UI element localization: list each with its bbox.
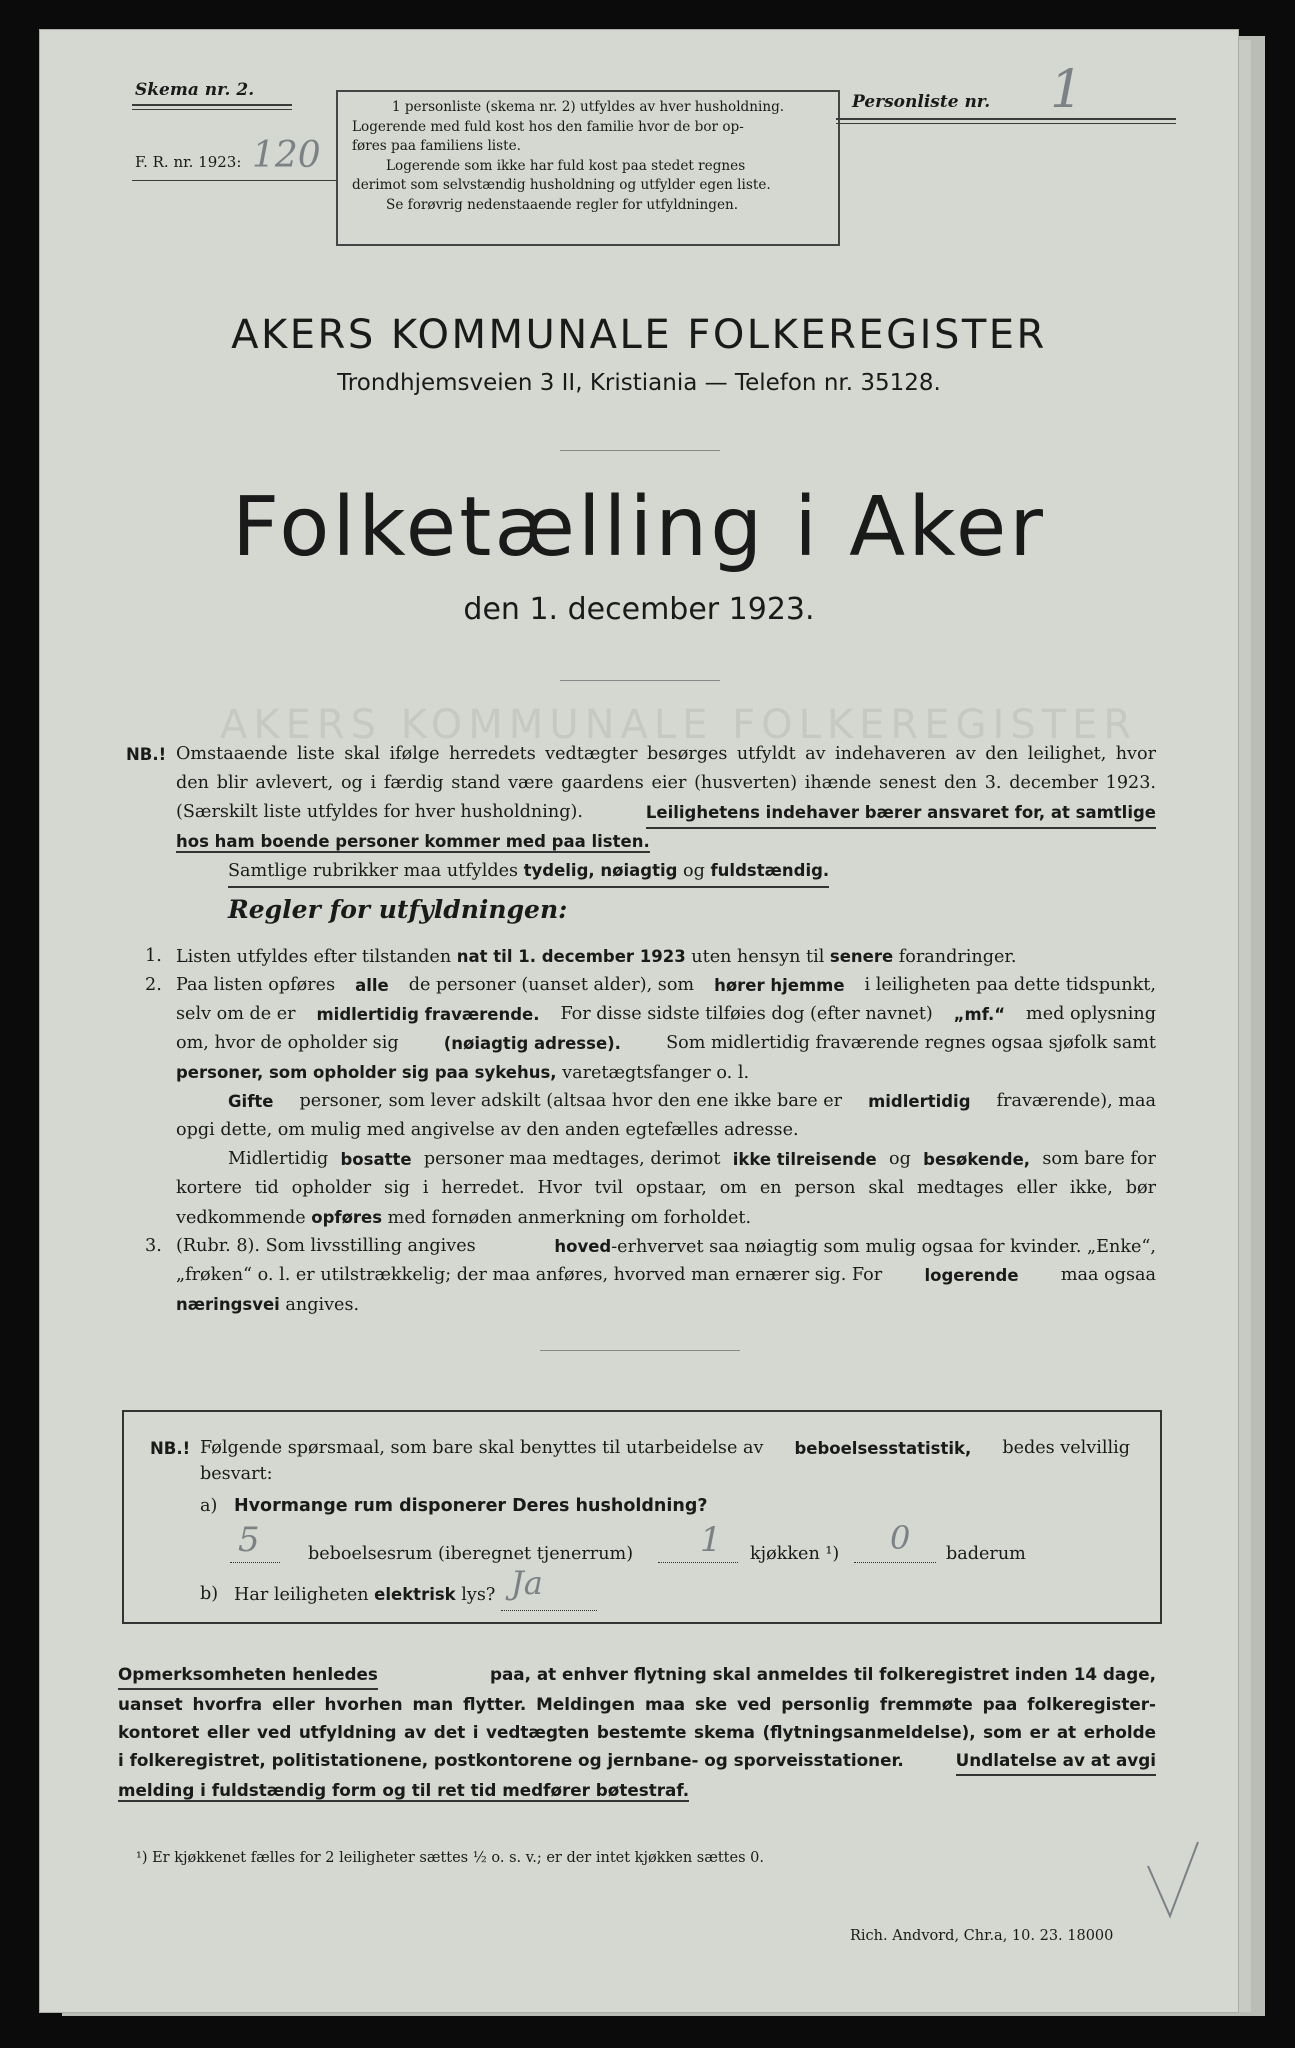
question-a-text: Hvormange rum disponerer Deres husholdning? xyxy=(234,1496,708,1516)
personliste-handwritten-number: 1 xyxy=(1050,60,1084,120)
nb1-line-2: den blir avlevert, og i færdig stand være gaardens eier (husverten) ihænde senest den 3. december 1923. xyxy=(176,773,1156,793)
rule-3-line-2 xyxy=(176,1261,1156,1290)
nb1-line-3b: Leilighetens indehaver bærer ansvaret for, at samtlige xyxy=(646,798,1156,829)
r2-l7c: personer maa medtages, derimot xyxy=(423,1149,721,1169)
r3-l2a: „frøken“ o. l. er utilstrækkelig; der maa anføres, hvorved man ernærer sig. For xyxy=(176,1265,883,1285)
r2-l4b: varetægtsfanger o. l. xyxy=(562,1063,750,1083)
notice-line-4 xyxy=(118,1746,1156,1776)
rule-1d: senere xyxy=(829,947,894,966)
r3-l2b: logerende xyxy=(924,1266,1019,1285)
r2-l5a: Gifte xyxy=(228,1092,274,1111)
nb1-label xyxy=(126,740,166,770)
box-line-4: Logerende som ikke har fuld kost paa stedet regnes xyxy=(386,157,746,174)
census-form-page xyxy=(40,30,1238,2012)
kitchen-label: kjøkken ¹) xyxy=(750,1544,840,1564)
question-a xyxy=(234,1492,708,1521)
r2-l2e: med oplysning xyxy=(1026,1004,1156,1024)
rule-3-num: 3. xyxy=(145,1236,162,1256)
r2-l1e: i leiligheten paa dette tidspunkt, xyxy=(864,975,1156,995)
instruction-box xyxy=(336,90,840,246)
nb1-line-5b: tydelig, nøiagtig xyxy=(523,861,678,880)
electric-value: Ja xyxy=(510,1564,543,1602)
nb2-l1c: bedes velvillig xyxy=(1002,1438,1130,1458)
r2-l9b: opføres xyxy=(311,1208,383,1227)
rule-3-line-3 xyxy=(176,1290,359,1320)
nb1-label-text: NB.! xyxy=(126,745,167,764)
rule-2-line-7 xyxy=(228,1145,1156,1174)
show-through-watermark: AKERS KOMMUNALE FOLKEREGISTER xyxy=(220,702,1138,748)
nb2-l1a: Følgende spørsmaal, som bare skal benyttes til utarbeidelse av xyxy=(200,1438,764,1458)
handwritten-check-mark xyxy=(1140,1836,1210,1926)
rooms-answer-row xyxy=(230,1519,1150,1566)
notice-line-1 xyxy=(118,1660,1156,1690)
r2-l3c: Som midlertidig fraværende regnes ogsaa sjøfolk samt xyxy=(666,1033,1156,1053)
question-b-label: b) xyxy=(200,1584,219,1604)
r3-l1a: (Rubr. 8). Som livsstilling angives xyxy=(176,1236,476,1256)
rule-2-line-6: opgi dette, om mulig med angivelse av den anden egtefælles adresse. xyxy=(176,1120,799,1140)
r3-l1c: -erhvervet saa nøiagtig som mulig ogsaa for kvinder. „Enke“, xyxy=(611,1237,1156,1257)
qb-a: Har leiligheten xyxy=(234,1585,369,1605)
nb1-line-4-text: hos ham boende personer kommer med paa listen. xyxy=(176,832,650,851)
rule-1a: Listen utfyldes efter tilstanden xyxy=(176,947,452,967)
rule-2-line-5 xyxy=(228,1087,1156,1116)
bath-value: 0 xyxy=(890,1519,911,1557)
r2-l3a: om, hvor de opholder sig xyxy=(176,1033,399,1053)
personliste-underline xyxy=(836,118,1176,120)
divider-1 xyxy=(560,450,720,451)
divider-2 xyxy=(560,680,720,681)
r2-l7b: bosatte xyxy=(340,1150,412,1169)
r2-l5c: midlertidig xyxy=(868,1092,971,1111)
notice-l5: melding i fuldstændig form og til ret tid medfører bøtestraf. xyxy=(118,1780,690,1800)
r2-l9a: vedkommende xyxy=(176,1208,306,1228)
nb2-line-1 xyxy=(200,1434,1130,1463)
r2-l1b: alle xyxy=(355,976,389,995)
personliste-underline-2 xyxy=(836,123,1176,124)
r2-l2a: selv om de er xyxy=(176,1004,296,1024)
nb1-line-4 xyxy=(176,827,650,857)
fr-underline xyxy=(132,180,336,181)
nb1-line-3a: (Særskilt liste utfyldes for hver husholdning). xyxy=(176,802,583,822)
notice-line-2: uanset hvorfra eller hvorhen man flytter. Meldingen maa ske ved personlig fremmøte paa folkeregister- xyxy=(118,1694,1156,1714)
date-line: den 1. december 1923. xyxy=(463,592,815,627)
footnote: ¹) Er kjøkkenet fælles for 2 leiligheter sættes ½ o. s. v.; er der intet kjøkken sættes 0. xyxy=(136,1850,764,1866)
rule-2-line-3 xyxy=(176,1029,1156,1058)
rule-1c: uten hensyn til xyxy=(691,947,825,967)
r3-l3a: næringsvei xyxy=(176,1295,280,1314)
nb1-line-1: Omstaaende liste skal ifølge herredets vedtægter besørges utfyldt av indehaveren av den leilighet, hvor xyxy=(176,744,1156,764)
moving-notice xyxy=(118,1660,1156,1804)
r2-l7a: Midlertidig xyxy=(228,1149,329,1169)
notice-l1b: paa, at enhver flytning skal anmeldes til folkeregistret inden 14 dage, xyxy=(489,1664,1156,1684)
skema-underline-2 xyxy=(132,109,292,110)
r2-l2c: For disse sidste tilføies dog (efter navnet) xyxy=(560,1004,933,1024)
r2-l1c: de personer (uanset alder), som xyxy=(408,975,695,995)
notice-l1a: Opmerksomheten henledes xyxy=(118,1660,378,1690)
qb-c: lys? xyxy=(461,1585,496,1605)
skema-underline xyxy=(132,104,292,106)
nb1-line-5d: fuldstændig. xyxy=(710,861,830,880)
r2-l5b: personer, som lever adskilt (altsaa hvor den ene ikke bare er xyxy=(299,1091,843,1111)
question-a-label: a) xyxy=(200,1496,218,1516)
r2-l7d: ikke tilreisende xyxy=(732,1150,877,1169)
housing-statistics-box xyxy=(122,1410,1162,1624)
r2-l5d: fraværende), maa xyxy=(996,1091,1156,1111)
r2-l4a: personer, som opholder sig paa sykehus, xyxy=(176,1063,557,1082)
rule-1-num: 1. xyxy=(145,946,162,966)
r2-l2b: midlertidig fraværende. xyxy=(316,1005,540,1024)
qb-b: elektrisk xyxy=(374,1585,456,1604)
box-line-6: Se forøvrig nedenstaaende regler for utfyldningen. xyxy=(386,196,739,213)
rules-title: Regler for utfyldningen: xyxy=(228,895,568,924)
box-line-2: Logerende med fuld kost hos den familie hvor de bor op- xyxy=(352,118,744,135)
rule-2-line-8: kortere tid opholder sig i herredet. Hvor tvil opstaar, om en person skal medtages eller ikke, bør xyxy=(176,1178,1156,1198)
nb1-line-5 xyxy=(228,856,829,888)
rule-1 xyxy=(176,942,1017,972)
org-heading: AKERS KOMMUNALE FOLKEREGISTER xyxy=(231,312,1047,358)
main-title: Folketælling i Aker xyxy=(232,480,1046,575)
r2-l7e: og xyxy=(889,1149,911,1169)
notice-l4a: i folkeregistret, politistationene, postkontorene og jernbane- og sporveisstationer. xyxy=(118,1750,904,1770)
r3-l1b: hoved xyxy=(554,1237,612,1256)
fr-label: F. R. nr. 1923: xyxy=(135,153,242,171)
rule-3-line-1 xyxy=(176,1232,1156,1262)
address-line: Trondhjemsveien 3 II, Kristiania — Telefon nr. 35128. xyxy=(337,370,941,396)
rule-1e: forandringer. xyxy=(898,947,1017,967)
notice-line-5 xyxy=(118,1776,1156,1804)
printer-imprint: Rich. Andvord, Chr.a, 10. 23. 18000 xyxy=(850,1928,1114,1944)
r2-l1a: Paa listen opføres xyxy=(176,975,336,995)
kitchen-field xyxy=(658,1540,738,1563)
box-line-3: føres paa familiens liste. xyxy=(352,138,521,154)
divider-3 xyxy=(540,1350,740,1351)
electric-field xyxy=(501,1564,597,1611)
box-line-1: 1 personliste (skema nr. 2) utfyldes av hver husholdning. xyxy=(391,99,785,115)
skema-label: Skema nr. 2. xyxy=(135,80,255,100)
fr-handwritten-number: 120 xyxy=(252,135,321,176)
box-line-5: derimot som selvstændig husholdning og utfylder egen liste. xyxy=(352,177,771,193)
nb2-line-2: besvart: xyxy=(200,1464,273,1484)
nb1-line-5c: og xyxy=(683,861,705,881)
r2-l9c: med fornøden anmerkning om forholdet. xyxy=(387,1208,752,1228)
nb2-l1b: beboelsesstatistik, xyxy=(794,1439,972,1458)
notice-line-3: kontoret eller ved utfyldning av det i vedtægten bestemte skema (flytningsanmeldelse), som er at erholde xyxy=(118,1722,1156,1742)
rule-1b: nat til 1. december 1923 xyxy=(456,947,686,966)
r2-l7g: som bare for xyxy=(1042,1149,1156,1169)
bath-label: baderum xyxy=(946,1544,1026,1564)
rule-2-line-2 xyxy=(176,1000,1156,1029)
r2-l3b: (nøiagtig adresse). xyxy=(443,1034,621,1053)
r2-l1d: hører hjemme xyxy=(714,976,845,995)
nb1-line-3 xyxy=(176,798,1156,829)
rule-2-line-1 xyxy=(176,971,1156,1000)
nb2-label-text: NB.! xyxy=(150,1439,191,1458)
r2-l7f: besøkende, xyxy=(923,1150,1031,1169)
rule-2-line-9 xyxy=(176,1203,751,1233)
r3-l2c: maa ogsaa xyxy=(1060,1265,1156,1285)
personliste-label: Personliste nr. xyxy=(852,92,991,112)
r2-l2d: „mf.“ xyxy=(953,1005,1006,1024)
question-b xyxy=(234,1564,597,1611)
rooms-value: 5 xyxy=(238,1520,260,1560)
rule-2-line-4 xyxy=(176,1058,749,1088)
rooms-label: beboelsesrum (iberegnet tjenerrum) xyxy=(308,1544,634,1564)
r3-l3b: angives. xyxy=(285,1295,360,1315)
notice-l4b: Undlatelse av at avgi xyxy=(956,1746,1156,1776)
nb2-label xyxy=(150,1434,190,1464)
rule-2-num: 2. xyxy=(145,975,162,995)
kitchen-value: 1 xyxy=(700,1520,722,1560)
nb1-line-5a: Samtlige rubrikker maa utfyldes xyxy=(228,861,519,881)
